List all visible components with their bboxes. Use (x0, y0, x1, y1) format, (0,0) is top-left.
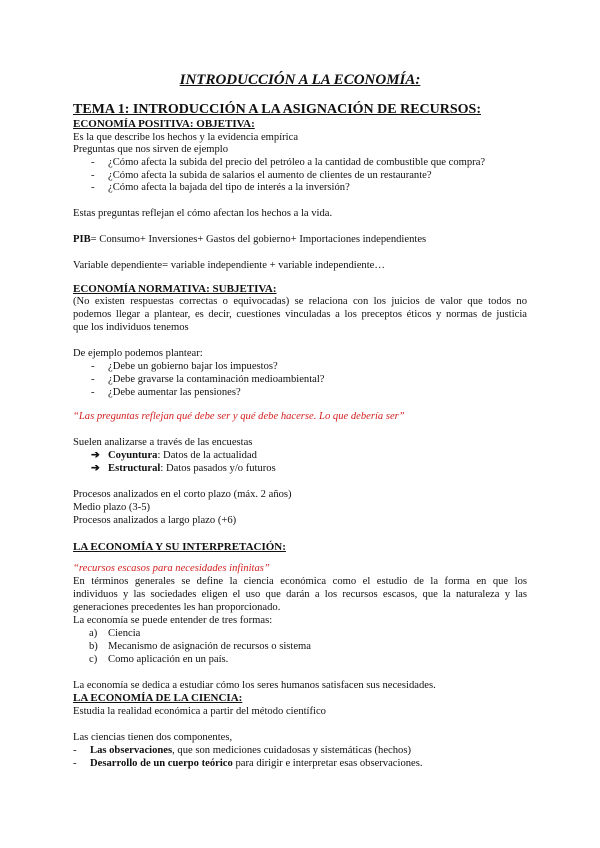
positiva-definition: Es la que describe los hechos y la evidencia empírica (73, 132, 299, 143)
tema-heading: TEMA 1: INTRODUCCIÓN A LA ASIGNACIÓN DE RECURSOS: (73, 102, 482, 117)
positiva-question: ¿Cómo afecta la subida de salarios el aumento de clientes de un restaurante? (108, 170, 432, 181)
form-marker: c) (89, 654, 98, 665)
form-item: Mecanismo de asignación de recursos o sistema (108, 641, 311, 652)
ciencia-line: Estudia la realidad económica a partir del método científico (73, 706, 326, 717)
bullet-dash: - (91, 361, 95, 372)
form-marker: a) (89, 628, 98, 639)
positiva-reflect: Estas preguntas reflejan el cómo afectan los hechos a la vida. (73, 208, 333, 219)
coyuntura-item (108, 450, 257, 462)
components-intro: Las ciencias tienen dos componentes, (73, 732, 233, 743)
bullet-dash: - (73, 758, 77, 769)
estructural-label: Estructural (108, 463, 161, 474)
surveys-line: Suelen analizarse a través de las encuestas (73, 437, 253, 448)
normativa-question: ¿Debe gravarse la contaminación medioambiental? (108, 374, 325, 385)
positiva-intro: Preguntas que nos sirven de ejemplo (73, 144, 229, 155)
variable-line: Variable dependiente= variable independiente + variable independiente… (73, 260, 385, 271)
arrow-icon: ➔ (91, 463, 100, 474)
component-text: , que son mediciones cuidadosas y sistemáticas (hechos) (172, 745, 411, 756)
study-line: La economía se dedica a estudiar cómo los seres humanos satisfacen sus necesidades. (73, 680, 436, 691)
interpretacion-heading: LA ECONOMÍA Y SU INTERPRETACIÓN: (73, 541, 286, 553)
interpretacion-quote: “recursos escasos para necesidades infinitas” (73, 563, 270, 574)
bullet-dash: - (91, 182, 95, 193)
normativa-question: ¿Debe un gobierno bajar los impuestos? (108, 361, 278, 372)
period-line: Procesos analizados a largo plazo (+6) (73, 515, 237, 526)
bullet-dash: - (91, 170, 95, 181)
positiva-heading: ECONOMÍA POSITIVA: OBJETIVA: (73, 118, 255, 130)
interpretacion-para-line: individuos y las sociedades eligen el uso que darán a los recursos escasos, que la naturaleza y las (73, 589, 527, 600)
interpretacion-para-line: En términos generales se define la ciencia económica como el estudio de la forma en que los (73, 576, 527, 587)
coyuntura-text: : Datos de la actualidad (157, 450, 257, 461)
period-line: Procesos analizados en el corto plazo (máx. 2 años) (73, 489, 292, 500)
normativa-para-line: (No existen respuestas correctas o equivocadas) se relaciona con los juicios de valor que todos no (73, 296, 527, 307)
component-label: Desarrollo de un cuerpo teórico (90, 758, 233, 769)
form-marker: b) (89, 641, 98, 652)
component-label: Las observaciones (90, 745, 173, 756)
component-text: para dirigir e interpretar esas observaciones. (232, 758, 423, 769)
bullet-dash: - (91, 157, 95, 168)
normativa-para-line: podemos llegar a plantear, es decir, cuestiones vinculadas a los preceptos éticos y normas de justicia (73, 309, 527, 320)
component-item (90, 745, 411, 757)
normativa-intro: De ejemplo podemos plantear: (73, 348, 203, 359)
interpretacion-para-line: generaciones precedentes les han proporcionado. (73, 602, 281, 613)
positiva-question: ¿Cómo afecta la subida del precio del petróleo a la cantidad de combustible que compra? (108, 157, 486, 168)
forms-intro: La economía se puede entender de tres formas: (73, 615, 273, 626)
normativa-quote: “Las preguntas reflejan qué debe ser y qué debe hacerse. Lo que debería ser” (73, 411, 405, 422)
coyuntura-label: Coyuntura (108, 450, 158, 461)
pib-label: PIB (73, 234, 91, 245)
normativa-question: ¿Debe aumentar las pensiones? (108, 387, 241, 398)
form-item: Ciencia (108, 628, 141, 639)
document-title: INTRODUCCIÓN A LA ECONOMÍA: (179, 72, 421, 88)
normativa-para-line: que los individuos tenemos (73, 322, 189, 333)
estructural-text: : Datos pasados y/o futuros (160, 463, 276, 474)
estructural-item (108, 463, 276, 475)
bullet-dash: - (91, 374, 95, 385)
form-item: Como aplicación en un país. (108, 654, 229, 665)
normativa-heading: ECONOMÍA NORMATIVA: SUBJETIVA: (73, 283, 277, 295)
arrow-icon: ➔ (91, 450, 100, 461)
component-item (90, 758, 423, 770)
pib-line (73, 234, 527, 246)
ciencia-heading: LA ECONOMÍA DE LA CIENCIA: (73, 692, 243, 704)
pib-formula: = Consumo+ Inversiones+ Gastos del gobierno+ Importaciones independientes (90, 234, 427, 245)
bullet-dash: - (73, 745, 77, 756)
period-line: Medio plazo (3-5) (73, 502, 151, 513)
positiva-question: ¿Cómo afecta la bajada del tipo de interés a la inversión? (108, 182, 350, 193)
bullet-dash: - (91, 387, 95, 398)
